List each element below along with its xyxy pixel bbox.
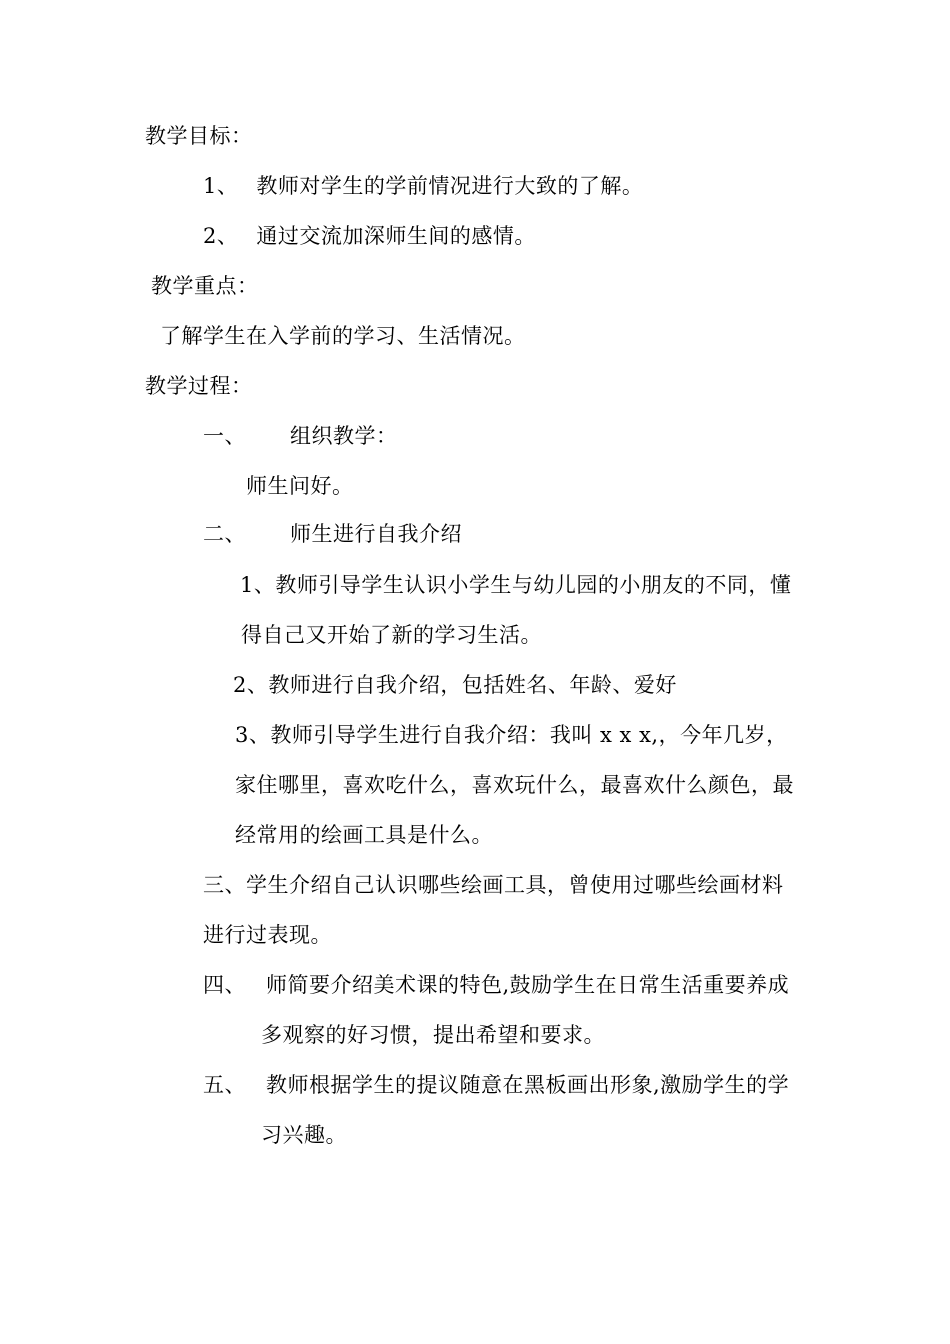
step-4-line-1: [203, 971, 789, 999]
step-2-sub-3-line-3: 经常用的绘画工具是什么。: [235, 823, 493, 847]
objective-item-text: 教师对学生的学前情况进行大致的了解。: [256, 174, 644, 198]
step-3-line-1: 三、学生介绍自己认识哪些绘画工具，曾使用过哪些绘画材料: [203, 873, 784, 897]
process-heading: 教学过程：: [145, 374, 253, 398]
step-number: 四、: [203, 973, 246, 997]
step-2-heading: [203, 520, 462, 548]
step-number: 五、: [203, 1073, 246, 1097]
objective-item-number: 2、: [203, 224, 239, 248]
step-2-sub-1-line-2: 得自己又开始了新的学习生活。: [241, 623, 542, 647]
step-2-sub-3-line-2: 家住哪里，喜欢吃什么，喜欢玩什么，最喜欢什么颜色，最: [235, 773, 794, 797]
step-2-sub-3-line-1: 3、教师引导学生进行自我介绍：我叫 x x x,，今年几岁，: [235, 723, 788, 747]
step-title: 组织教学：: [290, 424, 398, 448]
step-1-heading: [203, 422, 398, 450]
step-1-body: 师生问好。: [246, 474, 354, 498]
objective-item-1: [203, 172, 643, 200]
step-2-sub-1-line-1: 1、教师引导学生认识小学生与幼儿园的小朋友的不同，懂: [240, 573, 792, 597]
step-5-line-1: [203, 1071, 789, 1099]
objective-item-text: 通过交流加深师生间的感情。: [256, 224, 536, 248]
objectives-heading: 教学目标：: [145, 124, 253, 148]
step-2-sub-2: 2、教师进行自我介绍，包括姓名、年龄、爱好: [233, 673, 677, 697]
step-title: 师生进行自我介绍: [290, 522, 462, 546]
step-number: 一、: [203, 424, 246, 448]
step-5-line-2: 习兴趣。: [261, 1123, 347, 1147]
objective-item-number: 1、: [203, 174, 239, 198]
step-text: 师简要介绍美术课的特色,鼓励学生在日常生活重要养成: [266, 973, 790, 997]
objective-item-2: [203, 222, 536, 250]
step-3-line-2: 进行过表现。: [203, 923, 332, 947]
step-number: 二、: [203, 522, 246, 546]
step-text: 教师根据学生的提议随意在黑板画出形象,激励学生的学: [266, 1073, 790, 1097]
key-point-text: 了解学生在入学前的学习、生活情况。: [160, 324, 526, 348]
key-point-heading: 教学重点：: [151, 274, 259, 298]
step-4-line-2: 多观察的好习惯，提出希望和要求。: [261, 1023, 605, 1047]
